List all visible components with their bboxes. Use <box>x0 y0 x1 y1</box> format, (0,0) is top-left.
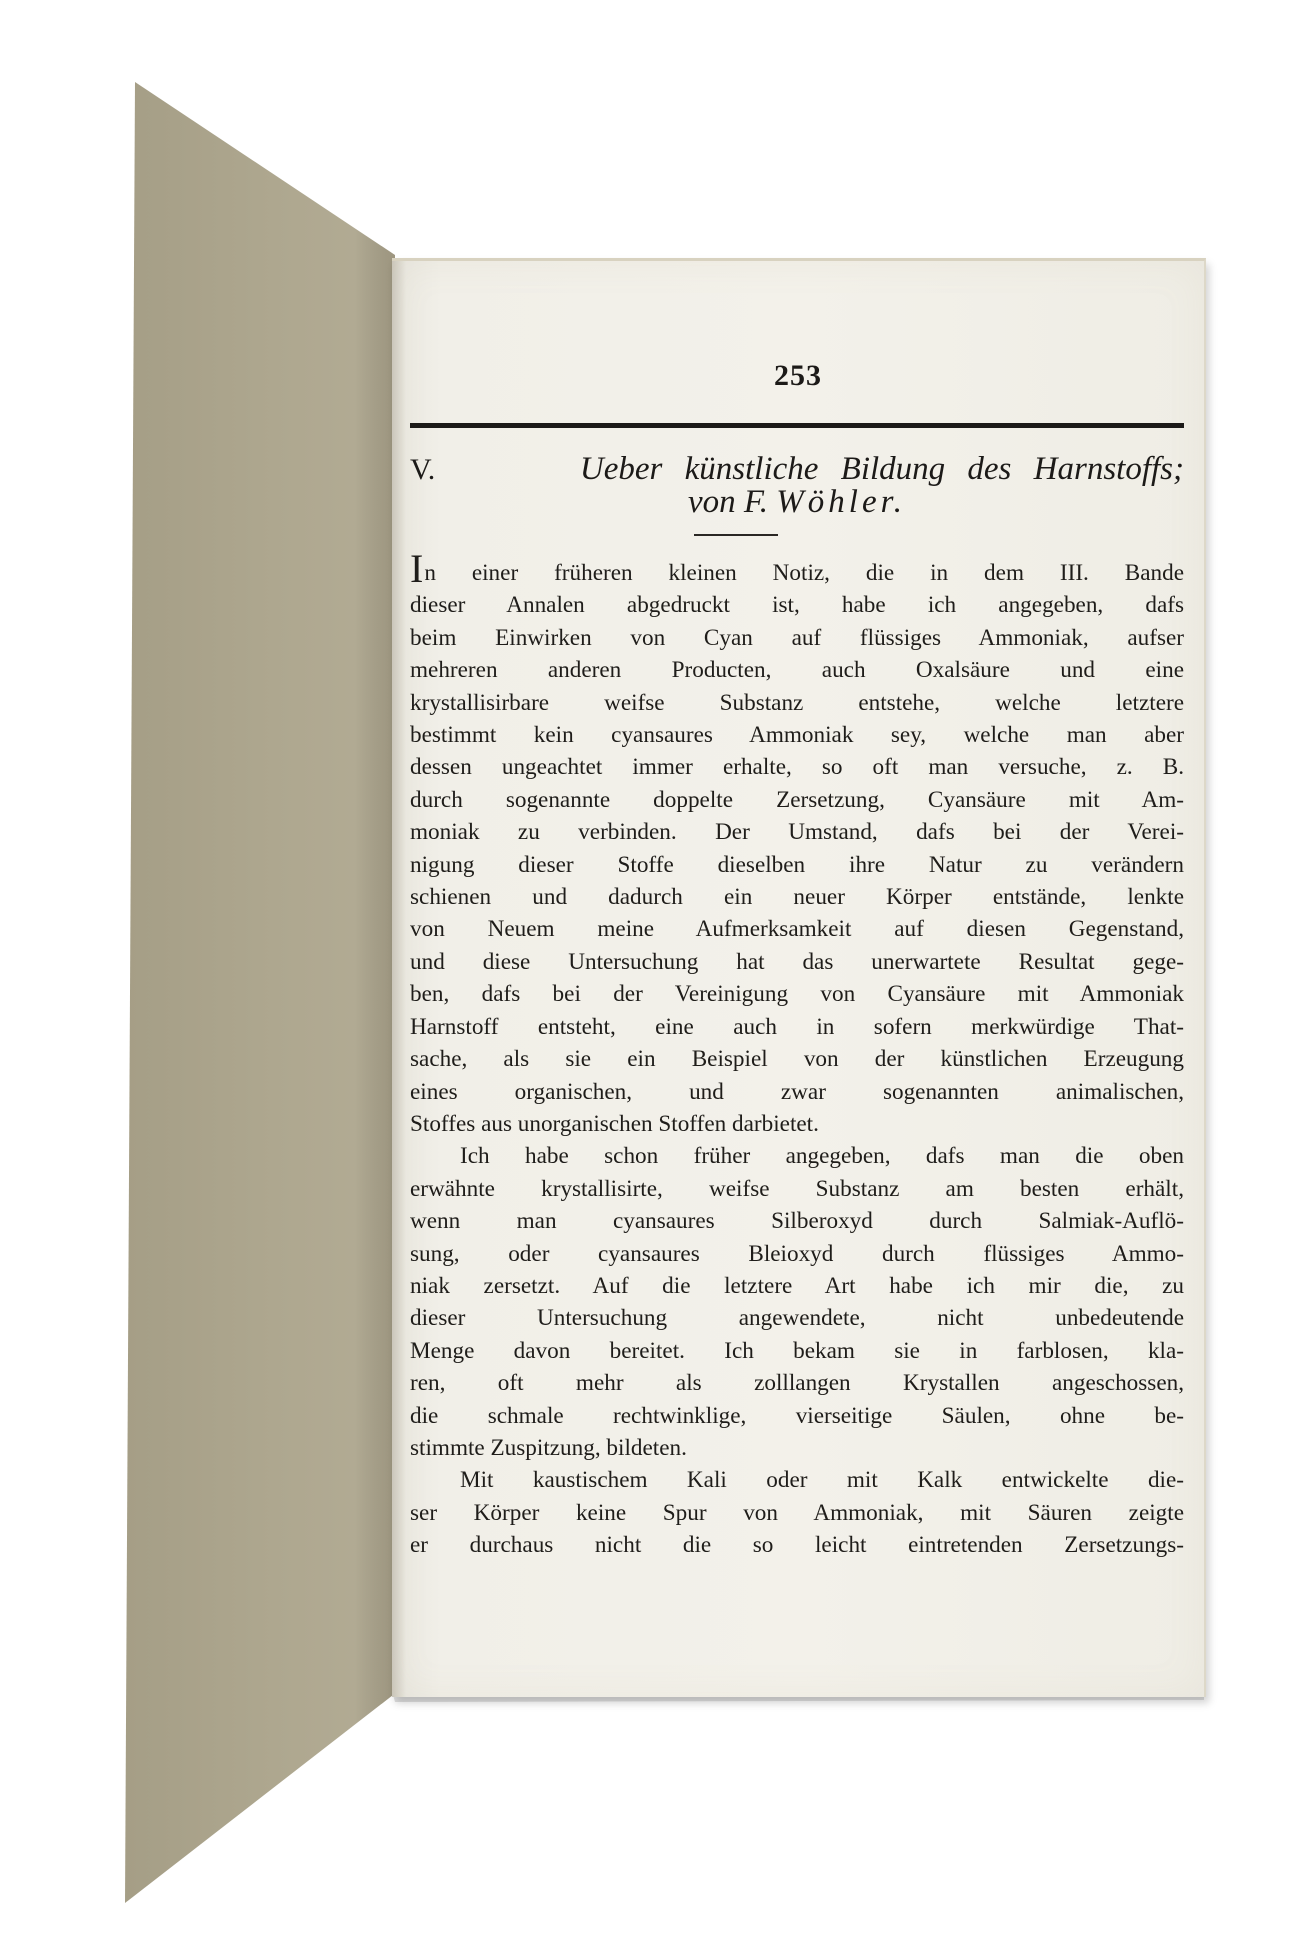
text-line: dessen ungeachtet immer erhalte, so oft man versuche, z. B. <box>410 754 1184 781</box>
text-line: erwähnte krystallisirte, weifse Substanz am besten erhält, <box>410 1175 1184 1202</box>
text-line: Mit kaustischem Kali oder mit Kalk entwickelte die- <box>460 1467 1184 1494</box>
text-line: er durchaus nicht die so leicht eintretenden Zersetzungs- <box>410 1532 1184 1559</box>
text-line: und diese Untersuchung hat das unerwartete Resultat gege- <box>410 948 1184 975</box>
text-line: Menge davon bereitet. Ich bekam sie in farblosen, kla- <box>410 1337 1184 1364</box>
text-line: Harnstoff entsteht, eine auch in sofern merkwürdige That- <box>410 1013 1184 1040</box>
text-line: von Neuem meine Aufmerksamkeit auf diesen Gegenstand, <box>410 916 1184 943</box>
text-line: sache, als sie ein Beispiel von der künstlichen Erzeugung <box>410 1046 1184 1073</box>
title-divider <box>694 534 778 536</box>
text-line: ben, dafs bei der Vereinigung von Cyansäure mit Ammoniak <box>410 981 1184 1008</box>
page-fold-shadow <box>392 261 406 1697</box>
article-title: Ueber künstliche Bildung des Harnstoffs; <box>579 451 1184 487</box>
text-line: nigung dieser Stoffe dieselben ihre Natur zu verändern <box>410 851 1184 878</box>
text-line: niak zersetzt. Auf die letztere Art habe ich mir die, zu <box>410 1272 1184 1299</box>
text-line: beim Einwirken von Cyan auf flüssiges Ammoniak, aufser <box>410 624 1184 651</box>
text-line: Ich habe schon früher angegeben, dafs man die oben <box>460 1143 1184 1170</box>
header-rule <box>410 423 1184 428</box>
text-line: schienen und dadurch ein neuer Körper entstände, lenkte <box>410 884 1184 911</box>
text-line: stimmte Zuspitzung, bildeten. <box>410 1434 687 1461</box>
author-name: Wöhler. <box>776 484 907 520</box>
text-line: krystallisirbare weifse Substanz entstehe, welche letztere <box>410 689 1184 716</box>
text-line-content: n einer früheren kleinen Notiz, die in dem III. Bande <box>424 560 1184 586</box>
article-body <box>410 546 1184 1562</box>
text-line: dieser Annalen abgedruckt ist, habe ich angegeben, dafs <box>410 592 1184 619</box>
text-line: sung, oder cyansaures Bleioxyd durch flüssiges Ammo- <box>410 1240 1184 1267</box>
text-line: bestimmt kein cyansaures Ammoniak sey, welche man aber <box>410 722 1184 749</box>
document-page <box>392 258 1206 1697</box>
drop-cap: I <box>410 546 424 591</box>
byline <box>410 484 1184 521</box>
text-line: ren, oft mehr als zolllangen Krystallen angeschossen, <box>410 1370 1184 1397</box>
text-line: moniak zu verbinden. Der Umstand, dafs bei der Verei- <box>410 819 1184 846</box>
text-line <box>410 546 1184 591</box>
text-line: Stoffes aus unorganischen Stoffen darbietet. <box>410 1110 819 1137</box>
text-line: mehreren anderen Producten, auch Oxalsäure und eine <box>410 657 1184 684</box>
byline-prefix: von F. <box>687 484 769 520</box>
text-line: ser Körper keine Spur von Ammoniak, mit Säuren zeigte <box>410 1499 1184 1526</box>
article-heading <box>410 451 1184 521</box>
text-line: die schmale rechtwinklige, vierseitige Säulen, ohne be- <box>410 1402 1184 1429</box>
text-line: durch sogenannte doppelte Zersetzung, Cyansäure mit Am- <box>410 786 1184 813</box>
text-line: dieser Untersuchung angewendete, nicht unbedeutende <box>410 1305 1184 1332</box>
text-line: eines organischen, und zwar sogenannten animalischen, <box>410 1078 1184 1105</box>
page-number: 253 <box>774 359 822 392</box>
section-number: V. <box>410 453 436 486</box>
heading-title-line <box>410 451 1184 488</box>
text-line: wenn man cyansaures Silberoxyd durch Salmiak-Auflö- <box>410 1208 1184 1235</box>
